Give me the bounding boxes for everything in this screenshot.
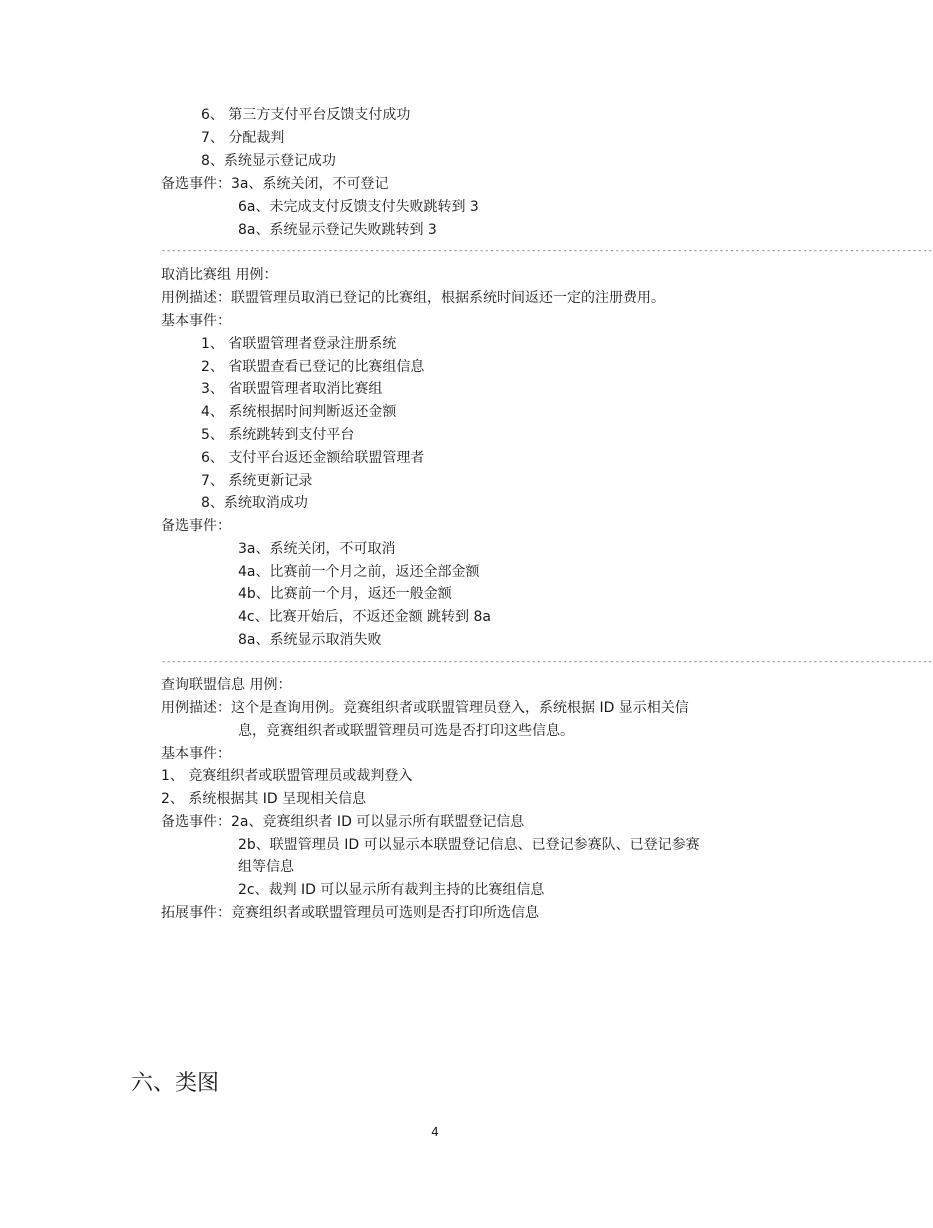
text-line: 7、 分配裁判: [201, 130, 285, 146]
text-line: 8a、系统显示取消失败: [238, 632, 382, 648]
text-line: 6、 第三方支付平台反馈支付成功: [201, 107, 411, 123]
text-line: 备选事件：: [161, 518, 231, 534]
text-line: 基本事件：: [161, 313, 231, 329]
text-line: 3、 省联盟管理者取消比赛组: [201, 381, 383, 397]
text-line: 息，竞赛组织者或联盟管理员可选是否打印这些信息。: [238, 723, 574, 739]
text-line: 4c、比赛开始后，不返还金额 跳转到 8a: [238, 609, 491, 625]
text-line: 组等信息: [238, 859, 294, 875]
text-line: 2c、裁判 ID 可以显示所有裁判主持的比赛组信息: [238, 882, 545, 898]
separator-line: ----------------------------------------------------------------------------------------------------------------------------------------------------: [161, 657, 933, 666]
text-line: 备选事件：2a、竞赛组织者 ID 可以显示所有联盟登记信息: [161, 814, 525, 830]
text-line: 基本事件：: [161, 746, 231, 762]
text-line: 备选事件：3a、系统关闭，不可登记: [161, 176, 389, 192]
text-line: 2、 省联盟查看已登记的比赛组信息: [201, 359, 425, 375]
text-line: 6a、未完成支付反馈支付失败跳转到 3: [238, 199, 479, 215]
text-line: 8a、系统显示登记失败跳转到 3: [238, 222, 437, 238]
text-line: 拓展事件：竞赛组织者或联盟管理员可选则是否打印所选信息: [161, 905, 539, 921]
text-line: 用例描述：这个是查询用例。竞赛组织者或联盟管理员登入，系统根据 ID 显示相关信: [161, 700, 689, 716]
text-line: 7、 系统更新记录: [201, 473, 313, 489]
text-line: 查询联盟信息 用例：: [161, 677, 292, 693]
section-heading: 六、类图: [131, 1071, 220, 1096]
separator-line: ----------------------------------------------------------------------------------------------------------------------------------------------------: [161, 246, 933, 255]
page-number: 4: [431, 1125, 439, 1139]
text-line: 1、 省联盟管理者登录注册系统: [201, 336, 397, 352]
text-line: 4b、比赛前一个月，返还一般金额: [238, 586, 452, 602]
text-line: 用例描述：联盟管理员取消已登记的比赛组，根据系统时间返还一定的注册费用。: [161, 290, 665, 306]
text-line: 6、 支付平台返还金额给联盟管理者: [201, 450, 425, 466]
text-line: 8、系统显示登记成功: [201, 153, 336, 169]
text-line: 5、 系统跳转到支付平台: [201, 427, 355, 443]
text-line: 3a、系统关闭，不可取消: [238, 541, 396, 557]
text-line: 2b、联盟管理员 ID 可以显示本联盟登记信息、已登记参赛队、已登记参赛: [238, 837, 700, 853]
text-line: 1、 竞赛组织者或联盟管理员或裁判登入: [161, 768, 413, 784]
text-line: 4、 系统根据时间判断返还金额: [201, 404, 397, 420]
text-line: 2、 系统根据其 ID 呈现相关信息: [161, 791, 367, 807]
text-line: 4a、比赛前一个月之前，返还全部金额: [238, 564, 480, 580]
text-line: 8、系统取消成功: [201, 495, 308, 511]
text-line: 取消比赛组 用例：: [161, 267, 278, 283]
